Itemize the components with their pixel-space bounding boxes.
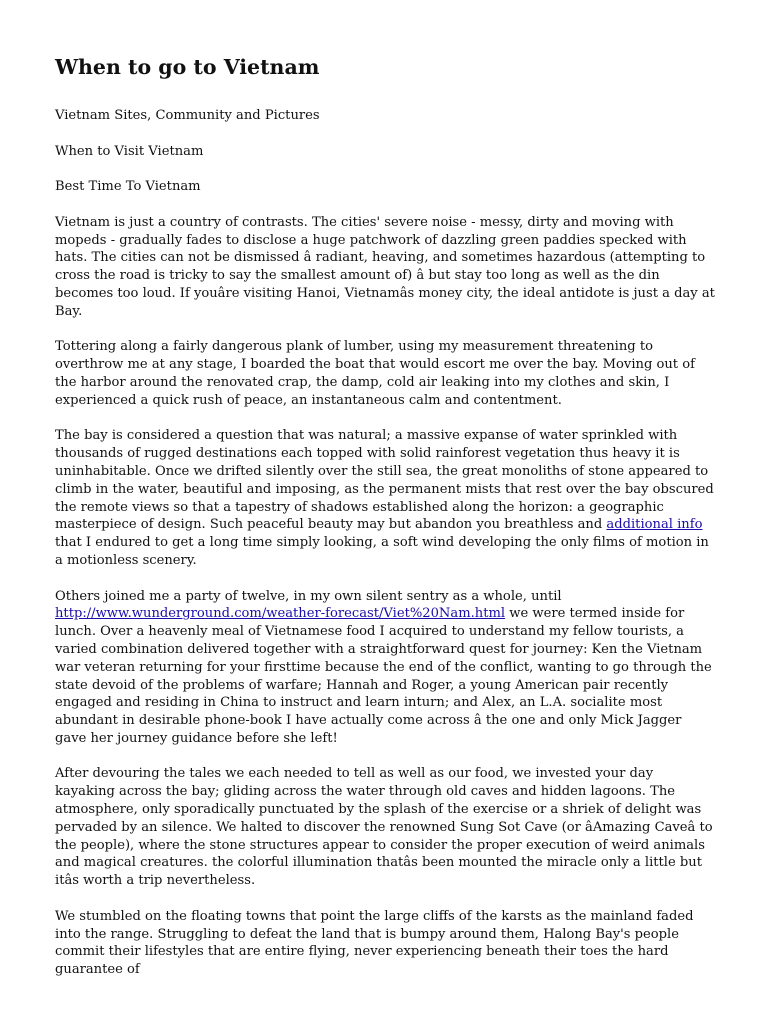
paragraph-floating-towns: We stumbled on the floating towns that point the large cliffs of the karsts as the mainland faded into the range. Struggling to defeat the land that is bumpy around them, Halong Bay's people commit their lifestyles that are entire flying, never experiencing beneath their toes the hard guarantee of — [55, 908, 694, 978]
article — [55, 52, 715, 997]
paragraph-bay-text-end: that I endured to get a long time simply looking, a soft wind developing the only films of motion in a motionless scenery. — [55, 535, 709, 568]
paragraph-bay-text: The bay is considered a question that was natural; a massive expanse of water sprinkled with thousands of rugged destinations each topped with solid rainforest vegetation thus heavy it is uninhabitable. Once we drifted silently over the still sea, the great monoliths of stone appeared to climb in the water, beautiful and imposing, as the permanent mists that rest over the bay obscured the remote views so that a tapestry of shadows established along the horizon: a geographic masterpiece of design. Such peaceful beauty may but abandon you breathless and — [55, 428, 714, 533]
paragraph-bay — [55, 427, 715, 569]
paragraph-lunch — [55, 588, 715, 748]
intro-line-visit: When to Visit Vietnam — [55, 143, 204, 159]
paragraph-lunch-text: Others joined me a party of twelve, in my own silent sentry as a whole, until — [55, 588, 562, 604]
paragraph-lunch-text-end: we were termed inside for lunch. Over a heavenly meal of Vietnamese food I acquired to understand my fellow tourists, a varied combination delivered together with a straightforward quest for journey: Ken the Vietnam war veteran returning for your firsttime because the end of the conflict, wanting to go through the state devoid of the problems of warfare; Hannah and Roger, a young American pair recently engaged and residing in China to instruct and learn inturn; and Alex, an L.A. socialite most abundant in desirable phone-book I have actually come across â the one and only Mick Jagger gave her journey guidance before she left! — [55, 606, 712, 746]
additional-info-link[interactable]: additional info — [606, 517, 703, 533]
paragraph-contrasts: Vietnam is just a country of contrasts. The cities' severe noise - messy, dirty and moving with mopeds - gradually fades to disclose a huge patchwork of dazzling green paddies specked with hats. The cities can not be dismissed â radiant, heaving, and sometimes hazardous (attempting to cross the road is tricky to say the smallest amount of) â but stay too long as well as the din becomes too loud. If youâre visiting Hanoi, Vietnamâs money city, the ideal antidote is just a day at Bay. — [55, 214, 715, 319]
page-title: When to go to Vietnam — [55, 55, 320, 79]
weather-forecast-link[interactable]: http://www.wunderground.com/weather-forecast/Viet%20Nam.html — [55, 606, 506, 622]
paragraph-kayaking: After devouring the tales we each needed to tell as well as our food, we invested your day kayaking across the bay; gliding across the water through old caves and hidden lagoons. The atmosphere, only sporadically punctuated by the splash of the exercise or a shriek of delight was pervaded by an silence. We halted to discover the renowned Sung Sot Cave (or âAmazing Caveâ to the people), where the stone structures appear to consider the proper execution of weird animals and magical creatures. the colorful illumination thatâs been mounted the miracle only a little but itâs worth a trip nevertheless. — [55, 766, 713, 889]
intro-line-sites: Vietnam Sites, Community and Pictures — [55, 108, 320, 123]
intro-line-best-time: Best Time To Vietnam — [55, 179, 201, 195]
paragraph-boat: Tottering along a fairly dangerous plank of lumber, using my measurement threatening to overthrow me at any stage, I boarded the boat that would escort me over the bay. Moving out of the harbor around the renovated crap, the damp, cold air leaking into my clothes and skin, I experienced a quick rush of peace, an instantaneous calm and contentment. — [55, 339, 695, 408]
